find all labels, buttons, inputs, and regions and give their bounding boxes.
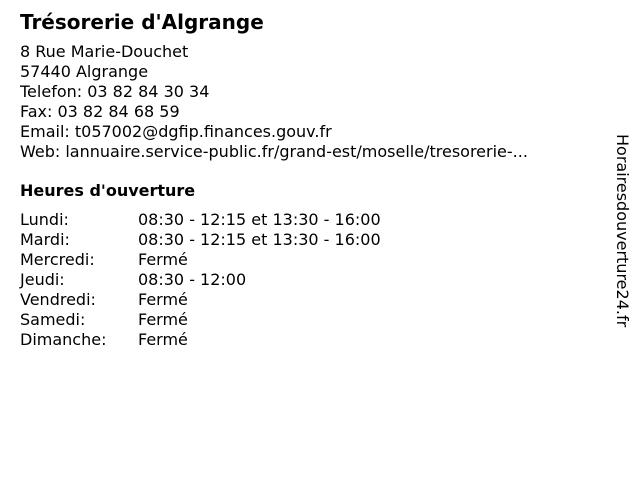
hours-time: Fermé bbox=[138, 310, 188, 329]
hours-time: Fermé bbox=[138, 250, 188, 269]
hours-heading: Heures d'ouverture bbox=[20, 181, 196, 200]
page-title: Trésorerie d'Algrange bbox=[20, 10, 264, 34]
fax-line: Fax: 03 82 84 68 59 bbox=[20, 102, 180, 121]
phone-line: Telefon: 03 82 84 30 34 bbox=[20, 82, 210, 101]
hours-day: Mercredi: bbox=[20, 250, 95, 269]
address-city: 57440 Algrange bbox=[20, 62, 149, 81]
hours-row bbox=[20, 310, 381, 330]
info-panel bbox=[20, 10, 600, 350]
hours-time: 08:30 - 12:00 bbox=[138, 270, 247, 289]
hours-row bbox=[20, 230, 381, 250]
hours-row bbox=[20, 210, 381, 230]
hours-day: Vendredi: bbox=[20, 290, 96, 309]
hours-day: Mardi: bbox=[20, 230, 70, 249]
hours-day: Samedi: bbox=[20, 310, 86, 329]
hours-day: Dimanche: bbox=[20, 330, 107, 349]
hours-row bbox=[20, 250, 381, 270]
hours-day: Lundi: bbox=[20, 210, 69, 229]
hours-time: Fermé bbox=[138, 330, 188, 349]
hours-day: Jeudi: bbox=[20, 270, 65, 289]
hours-time: 08:30 - 12:15 et 13:30 - 16:00 bbox=[138, 210, 381, 229]
hours-row bbox=[20, 290, 381, 310]
hours-table bbox=[20, 210, 381, 350]
hours-time: 08:30 - 12:15 et 13:30 - 16:00 bbox=[138, 230, 381, 249]
hours-row bbox=[20, 270, 381, 290]
hours-time: Fermé bbox=[138, 290, 188, 309]
address-street: 8 Rue Marie-Douchet bbox=[20, 42, 189, 61]
hours-row bbox=[20, 330, 381, 350]
web-line: Web: lannuaire.service-public.fr/grand-est/moselle/tresorerie-... bbox=[20, 142, 528, 161]
email-line: Email: t057002@dgfip.finances.gouv.fr bbox=[20, 122, 332, 141]
brand-watermark: Horairesdouverture24.fr bbox=[613, 134, 632, 328]
